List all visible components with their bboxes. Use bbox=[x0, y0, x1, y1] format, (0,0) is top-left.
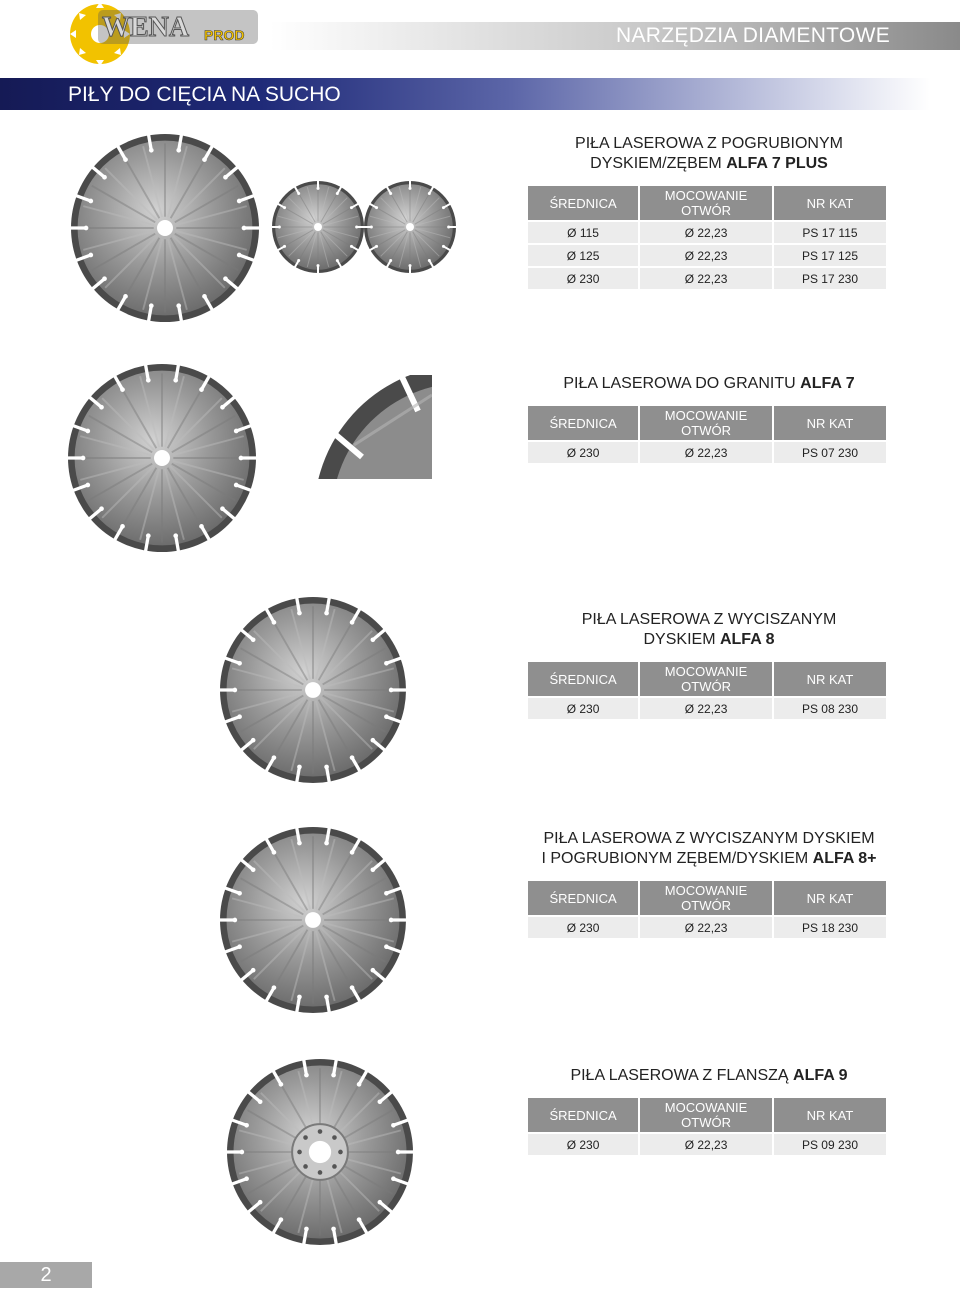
spec-table bbox=[526, 1096, 888, 1157]
header-diameter: ŚREDNICA bbox=[528, 406, 638, 440]
header-mount bbox=[640, 406, 772, 440]
diamond-saw-blade-image bbox=[64, 360, 260, 556]
product-title bbox=[528, 134, 890, 174]
product-title bbox=[528, 829, 890, 869]
cell-mount: Ø 22,23 bbox=[640, 268, 772, 289]
cell-catalog: PS 18 230 bbox=[774, 917, 886, 938]
header-catalog: NR KAT bbox=[774, 406, 886, 440]
diamond-saw-blade-image bbox=[360, 177, 460, 277]
product-title bbox=[528, 1066, 890, 1086]
header-catalog: NR KAT bbox=[774, 1098, 886, 1132]
product-alfa-8 bbox=[528, 610, 890, 721]
header-mount bbox=[640, 662, 772, 696]
category-title: NARZĘDZIA DIAMENTOWE bbox=[616, 24, 890, 47]
header-mount-line2: OTWÓR bbox=[681, 679, 731, 694]
cell-mount: Ø 22,23 bbox=[640, 1134, 772, 1155]
diamond-saw-blade-image bbox=[223, 1055, 417, 1249]
table-row bbox=[528, 222, 886, 243]
header-mount-line1: MOCOWANIE bbox=[664, 188, 748, 203]
cell-catalog: PS 17 125 bbox=[774, 245, 886, 266]
section-title: PIŁY DO CIĘCIA NA SUCHO bbox=[68, 83, 341, 106]
cell-mount: Ø 22,23 bbox=[640, 442, 772, 463]
table-header-row bbox=[528, 406, 886, 440]
title-model: ALFA 8 bbox=[719, 631, 775, 648]
cell-catalog: PS 17 115 bbox=[774, 222, 886, 243]
header-diameter: ŚREDNICA bbox=[528, 662, 638, 696]
cell-diameter: Ø 230 bbox=[528, 268, 638, 289]
title-line1: PIŁA LASEROWA Z WYCISZANYM bbox=[581, 611, 837, 628]
diamond-saw-blade-image bbox=[67, 130, 263, 326]
title-model: ALFA 7 PLUS bbox=[726, 155, 828, 172]
spec-table bbox=[526, 660, 888, 721]
header-mount bbox=[640, 881, 772, 915]
header-mount-line1: MOCOWANIE bbox=[664, 1100, 748, 1115]
cell-catalog: PS 17 230 bbox=[774, 268, 886, 289]
cell-diameter: Ø 125 bbox=[528, 245, 638, 266]
cell-mount: Ø 22,23 bbox=[640, 222, 772, 243]
title-model: ALFA 9 bbox=[793, 1067, 848, 1084]
cell-catalog: PS 07 230 bbox=[774, 442, 886, 463]
product-alfa-8-plus bbox=[528, 829, 890, 940]
spec-table bbox=[526, 879, 888, 940]
title-line2: I POGRUBIONYM ZĘBEM/DYSKIEM bbox=[541, 850, 809, 867]
table-row bbox=[528, 442, 886, 463]
header-catalog: NR KAT bbox=[774, 881, 886, 915]
logo-text-main: WENA bbox=[102, 12, 190, 43]
cell-mount: Ø 22,23 bbox=[640, 917, 772, 938]
spec-table bbox=[526, 184, 888, 291]
header-mount-line1: MOCOWANIE bbox=[664, 664, 748, 679]
header-catalog: NR KAT bbox=[774, 662, 886, 696]
header-diameter: ŚREDNICA bbox=[528, 1098, 638, 1132]
product-title bbox=[528, 374, 890, 394]
header-mount bbox=[640, 186, 772, 220]
product-alfa-9 bbox=[528, 1066, 890, 1157]
header-mount-line2: OTWÓR bbox=[681, 423, 731, 438]
title-line2: DYSKIEM bbox=[643, 631, 716, 648]
table-header-row bbox=[528, 1098, 886, 1132]
cell-diameter: Ø 230 bbox=[528, 442, 638, 463]
cell-catalog: PS 09 230 bbox=[774, 1134, 886, 1155]
blade-edge-closeup-image bbox=[314, 375, 432, 479]
table-row bbox=[528, 1134, 886, 1155]
title-line2: DYSKIEM/ZĘBEM bbox=[590, 155, 722, 172]
diamond-saw-blade-image bbox=[216, 593, 410, 787]
header-mount-line2: OTWÓR bbox=[681, 203, 731, 218]
product-title bbox=[528, 610, 890, 650]
cell-diameter: Ø 230 bbox=[528, 1134, 638, 1155]
table-row bbox=[528, 917, 886, 938]
header-mount bbox=[640, 1098, 772, 1132]
title-line1: PIŁA LASEROWA Z WYCISZANYM DYSKIEM bbox=[543, 830, 875, 847]
cell-mount: Ø 22,23 bbox=[640, 245, 772, 266]
table-row bbox=[528, 268, 886, 289]
product-alfa-7-plus bbox=[528, 134, 890, 291]
title-line: PIŁA LASEROWA Z FLANSZĄ bbox=[570, 1067, 789, 1084]
wena-prod-logo bbox=[68, 0, 268, 66]
spec-table bbox=[526, 404, 888, 465]
table-header-row bbox=[528, 881, 886, 915]
header-mount-line2: OTWÓR bbox=[681, 898, 731, 913]
title-model: ALFA 7 bbox=[800, 375, 855, 392]
title-line: PIŁA LASEROWA DO GRANITU bbox=[563, 375, 796, 392]
header-mount-line1: MOCOWANIE bbox=[664, 408, 748, 423]
table-row bbox=[528, 698, 886, 719]
header-catalog: NR KAT bbox=[774, 186, 886, 220]
diamond-saw-blade-image bbox=[216, 823, 410, 1017]
header-diameter: ŚREDNICA bbox=[528, 881, 638, 915]
cell-diameter: Ø 230 bbox=[528, 917, 638, 938]
table-row bbox=[528, 245, 886, 266]
cell-catalog: PS 08 230 bbox=[774, 698, 886, 719]
logo-text-sub: PROD bbox=[204, 27, 245, 43]
cell-diameter: Ø 230 bbox=[528, 698, 638, 719]
title-model: ALFA 8+ bbox=[812, 850, 877, 867]
table-header-row bbox=[528, 662, 886, 696]
header-mount-line2: OTWÓR bbox=[681, 1115, 731, 1130]
cell-diameter: Ø 115 bbox=[528, 222, 638, 243]
title-line1: PIŁA LASEROWA Z POGRUBIONYM bbox=[575, 135, 843, 152]
page-number: 2 bbox=[0, 1262, 92, 1288]
header-diameter: ŚREDNICA bbox=[528, 186, 638, 220]
header-mount-line1: MOCOWANIE bbox=[664, 883, 748, 898]
product-alfa-7 bbox=[528, 374, 890, 465]
cell-mount: Ø 22,23 bbox=[640, 698, 772, 719]
table-header-row bbox=[528, 186, 886, 220]
diamond-saw-blade-image bbox=[268, 177, 368, 277]
